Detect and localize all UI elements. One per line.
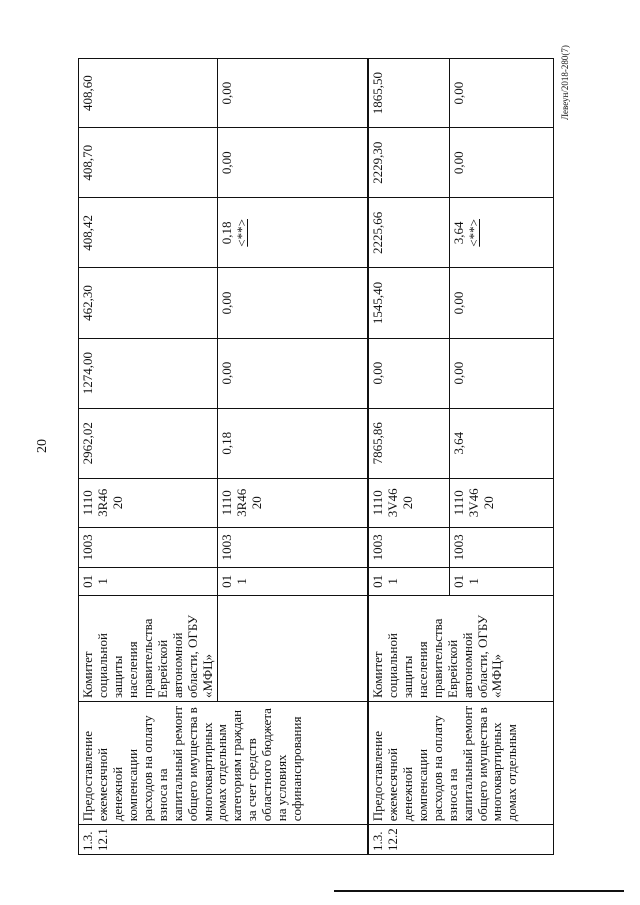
year1-value: 0,00 xyxy=(450,338,554,408)
year3-value xyxy=(218,198,368,268)
page-number: 20 xyxy=(35,439,50,453)
table-row xyxy=(368,59,450,855)
year5-value: 1865,50 xyxy=(368,59,450,128)
grbs-code: 01 1 xyxy=(218,568,368,596)
row-id: 1.3.12.1 xyxy=(79,825,368,855)
cs-code: 1110 3V46 20 xyxy=(368,478,450,527)
executor-empty xyxy=(218,595,368,701)
table-row xyxy=(79,59,218,855)
year1-value: 0,00 xyxy=(218,338,368,408)
footnote-marker: <**> xyxy=(234,219,250,247)
value: 0,18 xyxy=(219,221,235,245)
rz-code: 1003 xyxy=(450,527,554,567)
year1-value: 0,00 xyxy=(368,338,450,408)
year3-value: 2225,66 xyxy=(368,198,450,268)
year3-value: 408,42 xyxy=(79,198,218,268)
total-value: 2962,02 xyxy=(79,408,218,478)
year4-value: 2229,30 xyxy=(368,128,450,198)
year2-value: 1545,40 xyxy=(368,268,450,338)
year2-value: 0,00 xyxy=(218,268,368,338)
year3-value xyxy=(450,198,554,268)
rz-code: 1003 xyxy=(79,527,218,567)
year5-value: 408,60 xyxy=(79,59,218,128)
total-value: 7865,86 xyxy=(368,408,450,478)
cs-code: 1110 3V46 20 xyxy=(450,478,554,527)
document-id: Левеун/2018-280(7) xyxy=(560,45,570,120)
cs-code: 1110 3R46 20 xyxy=(218,478,368,527)
value: 3,64 xyxy=(451,221,467,245)
year4-value: 0,00 xyxy=(218,128,368,198)
executor: Комитет социальной защиты населения правительства Еврейской автономной области, ОГБУ «МФЦ» xyxy=(79,595,218,701)
total-value: 0,18 xyxy=(218,408,368,478)
rz-code: 1003 xyxy=(368,527,450,567)
year2-value: 462,30 xyxy=(79,268,218,338)
year5-value: 0,00 xyxy=(450,59,554,128)
year2-value: 0,00 xyxy=(450,268,554,338)
year4-value: 408,70 xyxy=(79,128,218,198)
bottom-rule xyxy=(334,890,624,892)
program-table xyxy=(78,58,554,855)
measure-name: Предоставление ежемесячной денежной компенсации расходов на оплату взноса на капитальный ремонт общего имущества в многоквартирных домах отдельным xyxy=(368,701,554,824)
year1-value: 1274,00 xyxy=(79,338,218,408)
measure-name: Предоставление ежемесячной денежной компенсации расходов на оплату взноса на капитальный ремонт общего имущества в многоквартирных домах отдельным категориям граждан за счет средств областного бюджета на условиях софинансирования xyxy=(79,701,368,824)
year4-value: 0,00 xyxy=(450,128,554,198)
year5-value: 0,00 xyxy=(218,59,368,128)
grbs-code: 01 1 xyxy=(368,568,450,596)
rz-code: 1003 xyxy=(218,527,368,567)
cs-code: 1110 3R46 20 xyxy=(79,478,218,527)
grbs-code: 01 1 xyxy=(450,568,554,596)
row-id: 1.3.12.2 xyxy=(368,825,554,855)
total-value: 3,64 xyxy=(450,408,554,478)
executor: Комитет социальной защиты населения правительства Еврейской автономной области, ОГБУ «МФЦ» xyxy=(368,595,554,701)
footnote-marker: <**> xyxy=(466,219,482,247)
grbs-code: 01 1 xyxy=(79,568,218,596)
rotated-table-wrapper xyxy=(78,58,534,855)
